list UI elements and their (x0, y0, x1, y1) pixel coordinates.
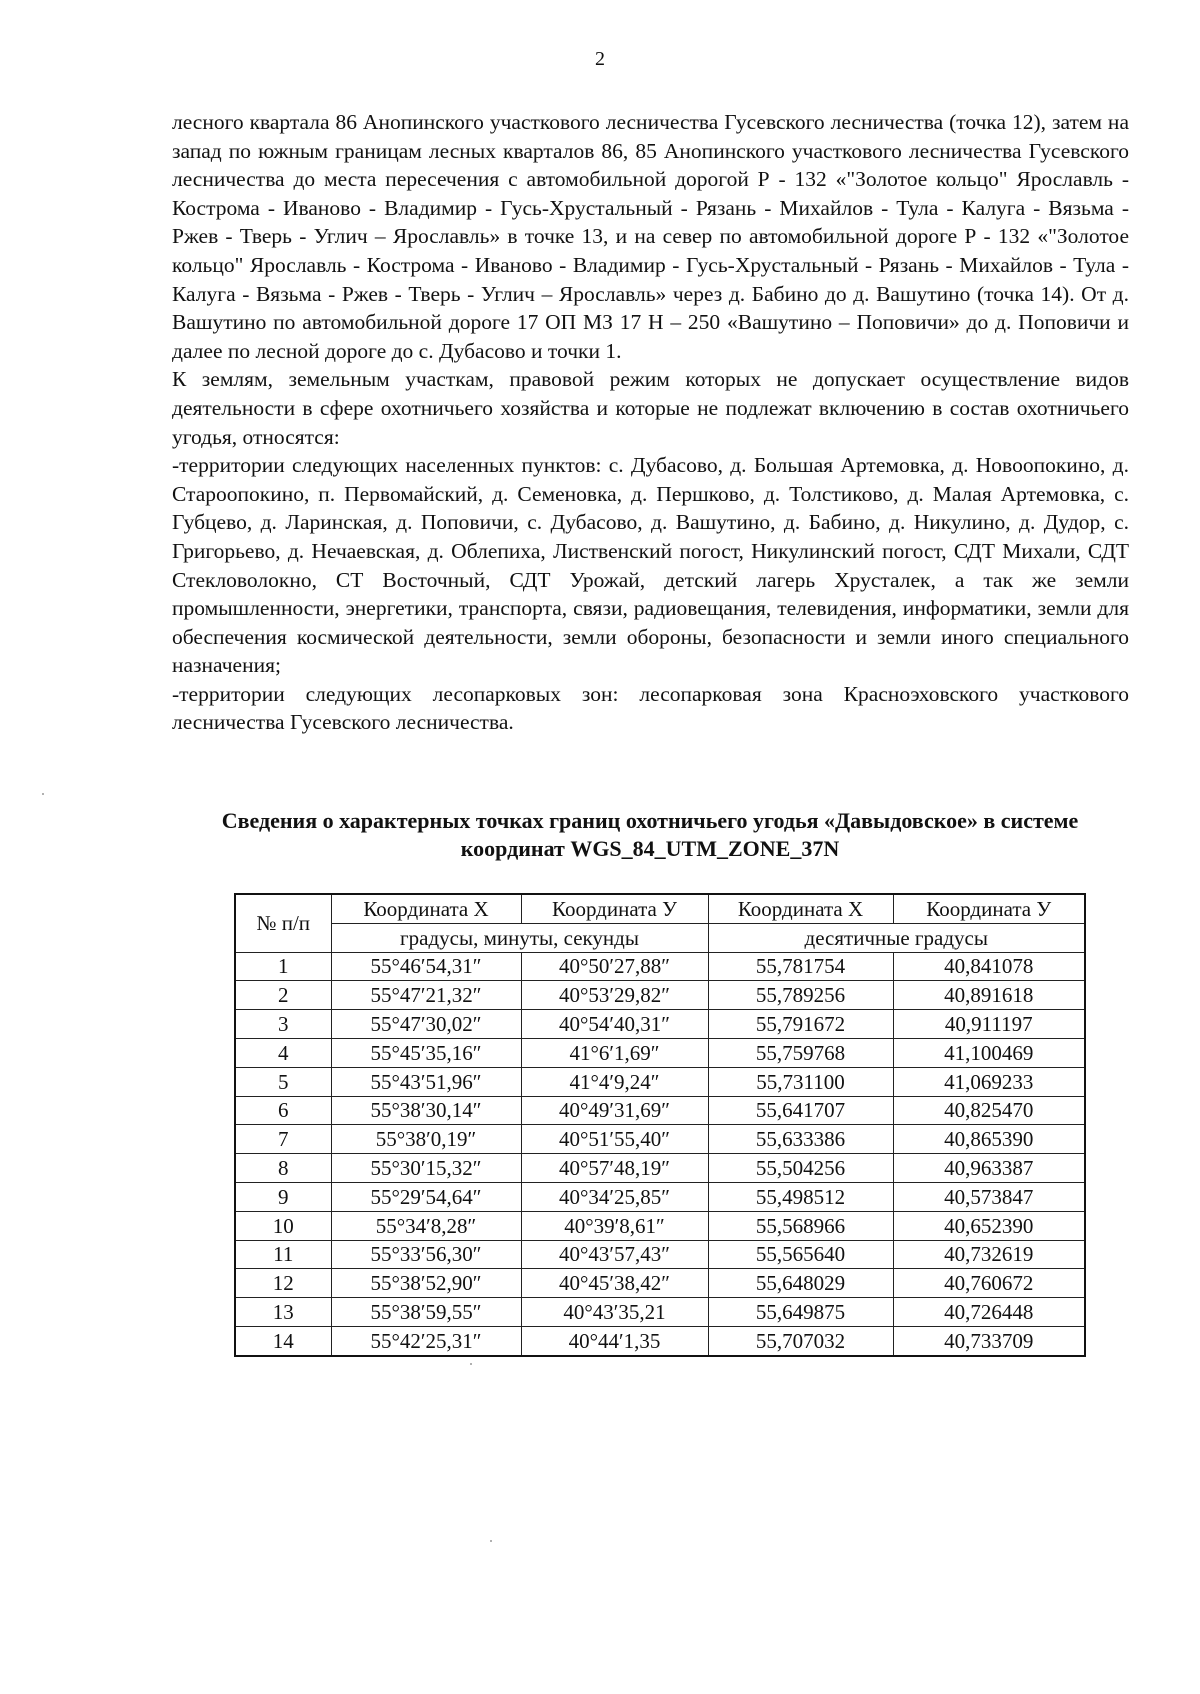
table-row (235, 1240, 1085, 1269)
cell-coord-y-dec: 40,733709 (893, 1326, 1085, 1355)
cell-coord-y-dec: 40,652390 (893, 1211, 1085, 1240)
table-title-line-1: Сведения о характерных точках границ охотничьего угодья «Давыдовское» в системе (221, 808, 1079, 833)
coordinates-table (234, 893, 1086, 1357)
table-row (235, 1154, 1085, 1183)
cell-coord-x-dms: 55°38′59,55″ (331, 1298, 521, 1327)
cell-coord-x-dec: 55,649875 (708, 1298, 893, 1327)
cell-coord-y-dms: 40°34′25,85″ (521, 1182, 708, 1211)
cell-num: 6 (235, 1096, 331, 1125)
scan-speck (42, 793, 44, 795)
scan-speck (470, 1363, 472, 1365)
table-row (235, 1269, 1085, 1298)
table-subheader-row (235, 923, 1085, 952)
table-body (235, 952, 1085, 1356)
cell-coord-x-dms: 55°47′21,32″ (331, 981, 521, 1010)
cell-num: 7 (235, 1125, 331, 1154)
table-row (235, 952, 1085, 981)
cell-coord-x-dms: 55°38′30,14″ (331, 1096, 521, 1125)
cell-num: 3 (235, 1010, 331, 1039)
table-row (235, 1125, 1085, 1154)
cell-coord-y-dms: 40°54′40,31″ (521, 1010, 708, 1039)
table-row (235, 1298, 1085, 1327)
cell-coord-x-dec: 55,498512 (708, 1182, 893, 1211)
cell-coord-y-dms: 41°6′1,69″ (521, 1038, 708, 1067)
paragraph-settlements: -территории следующих населенных пунктов: с. Дубасово, д. Большая Артемовка, д. Новоопокино, д. Староопокино, п. Первомайский, д. Семеновка, д. Першково, д. Толстиково, д. Малая Артемовка, с. Губцево, д. Ларинская, д. Поповичи, с. Дубасово, д. Вашутино, д. Бабино, д. Никулино, д. Дудор, с. Григорьево, д. Нечаевская, д. Облепиха, Лиственский погост, Никулинский погост, СДТ Михали, СДТ Стекловолокно, СТ Восточный, СДТ Урожай, детский лагерь Хрусталек, а так же земли промышленности, энергетики, транспорта, связи, радиовещания, телевидения, информатики, земли для обеспечения космической деятельности, земли обороны, безопасности и земли иного специального назначения; (172, 453, 1129, 678)
cell-coord-y-dec: 40,573847 (893, 1182, 1085, 1211)
cell-coord-y-dms: 40°44′1,35 (521, 1326, 708, 1355)
cell-coord-x-dec: 55,504256 (708, 1154, 893, 1183)
cell-coord-y-dms: 40°51′55,40″ (521, 1125, 708, 1154)
cell-coord-y-dms: 40°57′48,19″ (521, 1154, 708, 1183)
cell-coord-x-dms: 55°38′52,90″ (331, 1269, 521, 1298)
header-num: № п/п (235, 894, 331, 952)
table-title-line-2: координат WGS_84_UTM_ZONE_37N (460, 836, 840, 861)
cell-coord-x-dec: 55,641707 (708, 1096, 893, 1125)
scan-speck (490, 1540, 492, 1542)
table-row (235, 981, 1085, 1010)
cell-coord-x-dec: 55,731100 (708, 1067, 893, 1096)
cell-num: 14 (235, 1326, 331, 1355)
cell-num: 10 (235, 1211, 331, 1240)
cell-coord-y-dms: 40°43′57,43″ (521, 1240, 708, 1269)
cell-coord-y-dms: 40°49′31,69″ (521, 1096, 708, 1125)
cell-coord-y-dec: 41,100469 (893, 1038, 1085, 1067)
cell-coord-y-dms: 40°39′8,61″ (521, 1211, 708, 1240)
cell-coord-x-dec: 55,781754 (708, 952, 893, 981)
table-row (235, 1010, 1085, 1039)
cell-coord-x-dms: 55°47′30,02″ (331, 1010, 521, 1039)
cell-coord-y-dec: 40,841078 (893, 952, 1085, 981)
cell-coord-x-dms: 55°42′25,31″ (331, 1326, 521, 1355)
cell-coord-y-dec: 40,963387 (893, 1154, 1085, 1183)
table-title (160, 807, 1140, 863)
table-row (235, 1211, 1085, 1240)
cell-coord-x-dms: 55°43′51,96″ (331, 1067, 521, 1096)
cell-coord-y-dec: 40,732619 (893, 1240, 1085, 1269)
body-text (172, 108, 1129, 737)
cell-coord-x-dec: 55,648029 (708, 1269, 893, 1298)
table-row (235, 1096, 1085, 1125)
cell-coord-x-dms: 55°46′54,31″ (331, 952, 521, 981)
header-coord-y-dms: Координата У (521, 894, 708, 923)
paragraph-excluded-lands-intro: К землям, земельным участкам, правовой режим которых не допускает осуществление видов деятельности в сфере охотничьего хозяйства и которые не подлежат включению в состав охотничьего угодья, относятся: (172, 367, 1129, 449)
cell-coord-x-dms: 55°33′56,30″ (331, 1240, 521, 1269)
cell-coord-x-dms: 55°38′0,19″ (331, 1125, 521, 1154)
cell-coord-x-dms: 55°45′35,16″ (331, 1038, 521, 1067)
cell-coord-y-dec: 40,865390 (893, 1125, 1085, 1154)
cell-coord-y-dms: 40°43′35,21 (521, 1298, 708, 1327)
header-coord-x-dms: Координата X (331, 894, 521, 923)
cell-coord-x-dms: 55°34′8,28″ (331, 1211, 521, 1240)
cell-coord-x-dec: 55,633386 (708, 1125, 893, 1154)
cell-coord-y-dec: 40,911197 (893, 1010, 1085, 1039)
cell-coord-x-dec: 55,789256 (708, 981, 893, 1010)
cell-num: 13 (235, 1298, 331, 1327)
page-number: 2 (595, 48, 605, 70)
cell-coord-x-dec: 55,565640 (708, 1240, 893, 1269)
cell-num: 12 (235, 1269, 331, 1298)
table-row (235, 1038, 1085, 1067)
cell-num: 4 (235, 1038, 331, 1067)
cell-coord-y-dms: 40°50′27,88″ (521, 952, 708, 981)
header-coord-y-dec: Координата У (893, 894, 1085, 923)
cell-num: 1 (235, 952, 331, 981)
cell-num: 2 (235, 981, 331, 1010)
cell-num: 9 (235, 1182, 331, 1211)
cell-coord-y-dec: 40,891618 (893, 981, 1085, 1010)
cell-coord-x-dec: 55,791672 (708, 1010, 893, 1039)
cell-coord-x-dec: 55,707032 (708, 1326, 893, 1355)
cell-coord-x-dms: 55°30′15,32″ (331, 1154, 521, 1183)
cell-coord-x-dec: 55,568966 (708, 1211, 893, 1240)
table-row (235, 1067, 1085, 1096)
paragraph-boundary-description: лесного квартала 86 Анопинского участкового лесничества Гусевского лесничества (точка 12), затем на запад по южным границам лесных кварталов 86, 85 Анопинского участкового лесничества Гусевского лесничества до места пересечения с автомобильной дорогой Р - 132 «"Золотое кольцо" Ярославль - Кострома - Иваново - Владимир - Гусь-Хрустальный - Рязань - Михайлов - Тула - Калуга - Вязьма - Ржев - Тверь - Углич – Ярославль» в точке 13, и на север по автомобильной дороге Р - 132 «"Золотое кольцо" Ярославль - Кострома - Иваново - Владимир - Гусь-Хрустальный - Рязань - Михайлов - Тула - Калуга - Вязьма - Ржев - Тверь - Углич – Ярославль» через д. Бабино до д. Вашутино (точка 14). От д. Вашутино по автомобильной дороге 17 ОП МЗ 17 Н – 250 «Вашутино – Поповичи» до д. Поповичи и далее по лесной дороге до с. Дубасово и точки 1. (172, 110, 1129, 363)
table-header-row (235, 894, 1085, 923)
cell-num: 11 (235, 1240, 331, 1269)
cell-coord-x-dec: 55,759768 (708, 1038, 893, 1067)
cell-coord-x-dms: 55°29′54,64″ (331, 1182, 521, 1211)
table-row (235, 1326, 1085, 1355)
header-dec-units: десятичные градусы (708, 923, 1085, 952)
paragraph-forest-park-zones: -территории следующих лесопарковых зон: лесопарковая зона Красноэховского участкового лесничества Гусевского лесничества. (172, 681, 1129, 735)
cell-coord-y-dec: 40,825470 (893, 1096, 1085, 1125)
cell-coord-y-dms: 40°53′29,82″ (521, 981, 708, 1010)
table-row (235, 1182, 1085, 1211)
cell-coord-y-dms: 41°4′9,24″ (521, 1067, 708, 1096)
cell-num: 5 (235, 1067, 331, 1096)
cell-num: 8 (235, 1154, 331, 1183)
cell-coord-y-dms: 40°45′38,42″ (521, 1269, 708, 1298)
cell-coord-y-dec: 40,726448 (893, 1298, 1085, 1327)
header-coord-x-dec: Координата X (708, 894, 893, 923)
header-dms-units: градусы, минуты, секунды (331, 923, 708, 952)
cell-coord-y-dec: 41,069233 (893, 1067, 1085, 1096)
cell-coord-y-dec: 40,760672 (893, 1269, 1085, 1298)
